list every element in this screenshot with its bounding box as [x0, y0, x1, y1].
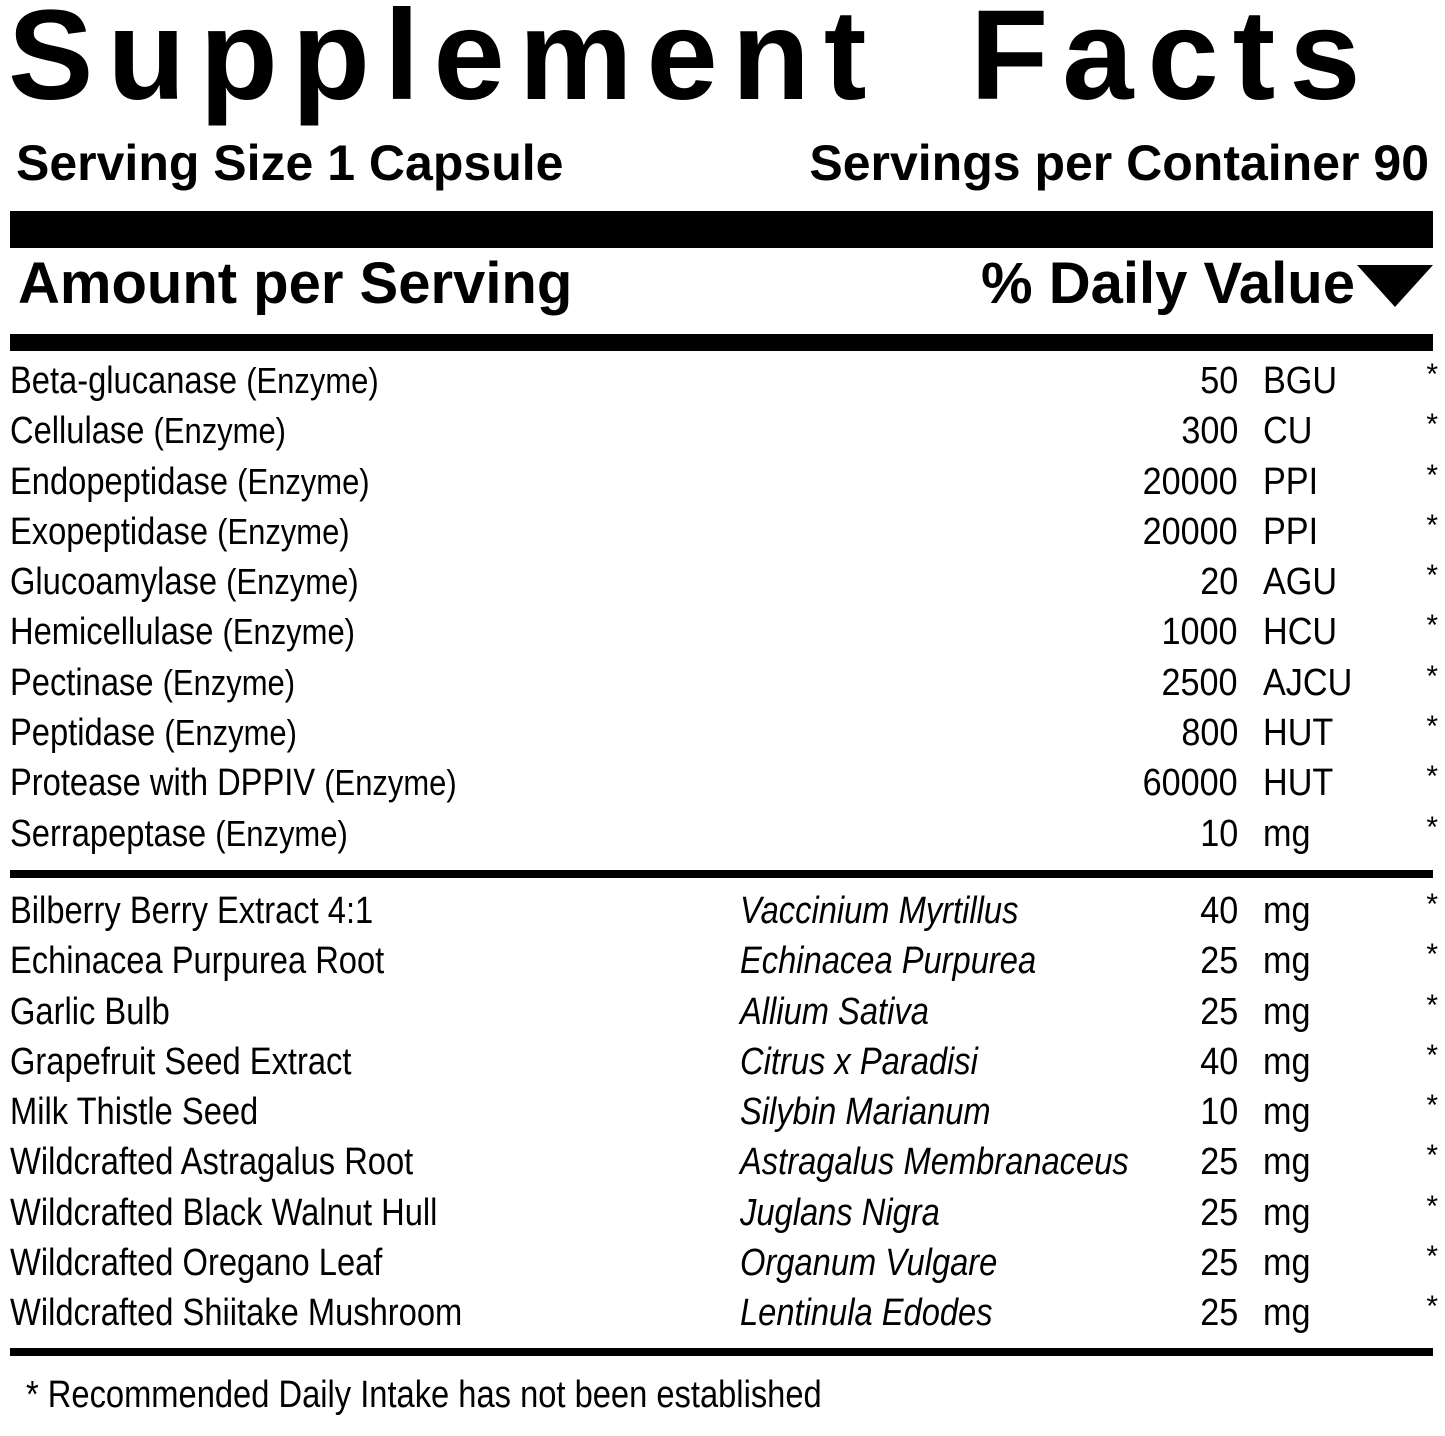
- ingredient-row: [10, 1238, 1438, 1288]
- ingredient-unit: HUT: [1263, 762, 1334, 805]
- ingredient-note: (Enzyme): [215, 812, 348, 854]
- daily-value-marker: *: [1426, 938, 1438, 972]
- bottom-divider: [10, 1348, 1433, 1356]
- ingredient-unit: HUT: [1263, 712, 1334, 755]
- ingredient-name-wrap: [10, 557, 359, 607]
- daily-value-label: % Daily Value: [981, 251, 1355, 316]
- daily-value-marker: *: [1426, 559, 1438, 593]
- ingredient-amount: 60000: [1142, 762, 1238, 805]
- daily-value-marker: *: [1426, 810, 1438, 844]
- latin-name: Allium Sativa: [740, 990, 929, 1033]
- ingredient-name: Bilberry Berry Extract 4:1: [10, 890, 374, 932]
- ingredient-row: [10, 886, 1438, 936]
- panel-title: Supplement Facts: [8, 0, 1375, 127]
- ingredient-amount: 25: [1199, 940, 1238, 983]
- latin-name: Juglans Nigra: [740, 1191, 940, 1234]
- ingredient-name-wrap: [10, 457, 370, 507]
- daily-value-marker: *: [1426, 1290, 1438, 1324]
- ingredient-name: Endopeptidase: [10, 460, 229, 503]
- ingredient-name: Hemicellulase: [10, 611, 214, 654]
- ingredient-row: [10, 356, 1438, 406]
- latin-name: Silybin Marianum: [740, 1091, 991, 1134]
- ingredient-unit: mg: [1263, 890, 1311, 932]
- ingredient-unit: CU: [1263, 410, 1313, 453]
- ingredient-row: [10, 457, 1438, 507]
- ingredient-unit: AJCU: [1263, 661, 1353, 704]
- medium-divider: [10, 334, 1433, 351]
- ingredient-amount: 50: [1199, 360, 1238, 402]
- ingredient-row: [10, 507, 1438, 557]
- ingredient-note: (Enzyme): [246, 360, 379, 401]
- ingredient-name-wrap: [10, 708, 297, 758]
- daily-value-marker: *: [1426, 1189, 1438, 1223]
- daily-value-marker: *: [1426, 458, 1438, 492]
- daily-value-marker: *: [1426, 710, 1438, 744]
- ingredient-note: (Enzyme): [217, 510, 350, 552]
- ingredient-name: Pectinase: [10, 661, 154, 704]
- ingredient-amount: 2500: [1161, 661, 1238, 704]
- ingredient-name: Serrapeptase: [10, 812, 207, 855]
- ingredient-name: Milk Thistle Seed: [10, 1091, 259, 1134]
- ingredient-name: Wildcrafted Oregano Leaf: [10, 1242, 383, 1285]
- daily-value-marker: *: [1426, 760, 1438, 794]
- ingredient-note: (Enzyme): [222, 611, 355, 653]
- ingredient-row: [10, 1137, 1438, 1187]
- ingredient-amount: 25: [1199, 1242, 1238, 1285]
- daily-value-marker: *: [1426, 408, 1438, 442]
- ingredient-unit: HCU: [1263, 611, 1338, 654]
- ingredient-name: Glucoamylase: [10, 561, 218, 604]
- ingredient-name: Wildcrafted Shiitake Mushroom: [10, 1292, 463, 1335]
- botanical-list: [10, 886, 1438, 1339]
- daily-value-marker: *: [1426, 609, 1438, 643]
- ingredient-note: (Enzyme): [162, 661, 296, 703]
- ingredient-amount: 40: [1199, 1040, 1238, 1083]
- ingredient-name: Exopeptidase: [10, 510, 209, 553]
- ingredient-row: [10, 987, 1438, 1037]
- ingredient-row: [10, 1087, 1438, 1137]
- daily-value-marker: *: [1426, 1038, 1438, 1072]
- ingredient-name-wrap: [10, 507, 350, 557]
- latin-name: Lentinula Edodes: [740, 1292, 993, 1335]
- ingredient-amount: 20: [1199, 561, 1238, 604]
- daily-value-marker: *: [1426, 1240, 1438, 1274]
- ingredient-amount: 20000: [1142, 460, 1238, 503]
- enzyme-list: [10, 356, 1438, 859]
- ingredient-row: [10, 1188, 1438, 1238]
- ingredient-unit: AGU: [1263, 561, 1338, 604]
- ingredient-unit: PPI: [1263, 510, 1319, 553]
- ingredient-unit: PPI: [1263, 460, 1319, 503]
- ingredient-amount: 20000: [1142, 510, 1238, 553]
- daily-value-marker: *: [1426, 1089, 1438, 1123]
- daily-value-marker: *: [1426, 659, 1438, 693]
- ingredient-amount: 10: [1199, 812, 1238, 855]
- ingredient-unit: mg: [1263, 940, 1311, 983]
- ingredient-unit: mg: [1263, 1191, 1311, 1234]
- ingredient-unit: mg: [1263, 812, 1311, 855]
- ingredient-unit: mg: [1263, 1242, 1311, 1285]
- servings-per-container: Servings per Container 90: [809, 135, 1429, 191]
- ingredient-name: Wildcrafted Astragalus Root: [10, 1141, 414, 1184]
- ingredient-note: (Enzyme): [153, 410, 286, 452]
- daily-value-marker: *: [1426, 1139, 1438, 1173]
- ingredient-amount: 25: [1199, 1292, 1238, 1335]
- latin-name: Citrus x Paradisi: [740, 1040, 978, 1083]
- ingredient-name: Cellulase: [10, 410, 145, 453]
- latin-name: Organum Vulgare: [740, 1242, 998, 1285]
- ingredient-name-wrap: [10, 356, 379, 406]
- daily-value-header: [981, 251, 1433, 316]
- ingredient-amount: 25: [1199, 990, 1238, 1033]
- thick-divider: [10, 211, 1433, 248]
- latin-name: Astragalus Membranaceus: [740, 1141, 1129, 1184]
- ingredient-unit: BGU: [1263, 360, 1338, 402]
- latin-name: Echinacea Purpurea: [740, 940, 1037, 983]
- footnote: * Recommended Daily Intake has not been established: [26, 1374, 822, 1416]
- ingredient-amount: 40: [1199, 890, 1238, 932]
- ingredient-row: [10, 708, 1438, 758]
- ingredient-name: Echinacea Purpurea Root: [10, 940, 385, 983]
- ingredient-name: Garlic Bulb: [10, 990, 170, 1033]
- ingredient-row: [10, 1037, 1438, 1087]
- serving-size: Serving Size 1 Capsule: [16, 135, 564, 191]
- ingredient-unit: mg: [1263, 1292, 1311, 1335]
- ingredient-row: [10, 406, 1438, 456]
- ingredient-unit: mg: [1263, 1141, 1311, 1184]
- ingredient-note: (Enzyme): [164, 712, 297, 754]
- ingredient-amount: 1000: [1161, 611, 1238, 654]
- ingredient-name: Beta-glucanase: [10, 360, 238, 402]
- ingredient-name-wrap: [10, 809, 348, 859]
- ingredient-row: [10, 936, 1438, 986]
- ingredient-name-wrap: [10, 658, 295, 708]
- ingredient-row: [10, 607, 1438, 657]
- ingredient-unit: mg: [1263, 1091, 1311, 1134]
- ingredient-row: [10, 758, 1438, 808]
- ingredient-amount: 300: [1180, 410, 1238, 453]
- ingredient-name: Peptidase: [10, 712, 156, 755]
- down-triangle-icon: [1357, 265, 1433, 307]
- section-divider: [10, 870, 1433, 878]
- ingredient-amount: 800: [1180, 712, 1238, 755]
- ingredient-row: [10, 809, 1438, 859]
- ingredient-unit: mg: [1263, 1040, 1311, 1083]
- ingredient-name: Protease with DPPIV: [10, 762, 316, 805]
- daily-value-marker: *: [1426, 358, 1438, 391]
- ingredient-row: [10, 1288, 1438, 1338]
- ingredient-amount: 25: [1199, 1141, 1238, 1184]
- daily-value-marker: *: [1426, 988, 1438, 1022]
- ingredient-name-wrap: [10, 406, 286, 456]
- latin-name: Vaccinium Myrtillus: [740, 890, 1019, 932]
- ingredient-row: [10, 557, 1438, 607]
- ingredient-name: Wildcrafted Black Walnut Hull: [10, 1191, 438, 1234]
- ingredient-amount: 25: [1199, 1191, 1238, 1234]
- ingredient-note: (Enzyme): [324, 762, 457, 804]
- amount-per-serving-header: Amount per Serving: [18, 251, 573, 316]
- ingredient-amount: 10: [1199, 1091, 1238, 1134]
- ingredient-row: [10, 658, 1438, 708]
- ingredient-name-wrap: [10, 758, 457, 808]
- ingredient-name-wrap: [10, 607, 355, 657]
- ingredient-note: (Enzyme): [237, 460, 370, 502]
- ingredient-name: Grapefruit Seed Extract: [10, 1040, 352, 1083]
- ingredient-unit: mg: [1263, 990, 1311, 1033]
- daily-value-marker: *: [1426, 888, 1438, 921]
- ingredient-note: (Enzyme): [226, 561, 359, 603]
- daily-value-marker: *: [1426, 508, 1438, 542]
